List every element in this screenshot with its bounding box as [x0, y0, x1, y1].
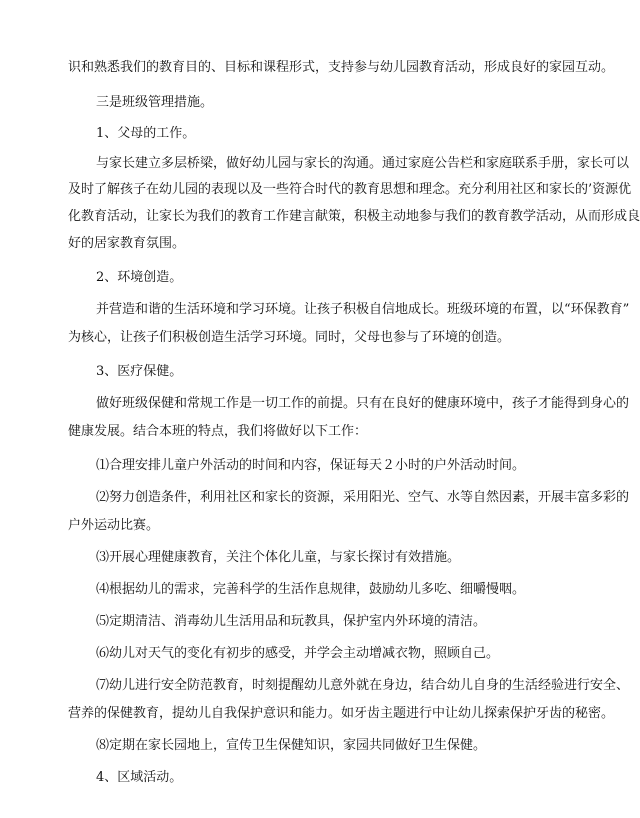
list-item: ⑺幼儿进行安全防范教育，时刻提醒幼儿意外就在身边，结合幼儿自身的生活经验进行安全、: [96, 678, 630, 693]
list-item: ⑻定期在家长园地上，宣传卫生保健知识，家园共同做好卫生保健。: [96, 738, 487, 753]
list-item: ⑶开展心理健康教育，关注个体化儿童，与家长探讨有效措施。: [96, 550, 461, 565]
text-line: 户外运动比赛。: [68, 518, 160, 533]
list-item: ⑴合理安排儿童户外活动的时间和内容，保证每天２小时的户外活动时间。: [96, 458, 526, 473]
subsection-heading: 2、环境创造。: [96, 270, 183, 285]
list-item: ⑹幼儿对天气的变化有初步的感受，并学会主动增减衣物，照顾自己。: [96, 646, 500, 661]
text-line: 做好班级保健和常规工作是一切工作的前提。只有在良好的健康环境中，孩子才能得到身心的: [96, 396, 630, 411]
text-line: 化教育活动，让家长为我们的教育工作建言献策，积极主动地参与我们的教育教学活动，从而形成良: [68, 209, 640, 224]
text-line: 营养的保健教育，提幼儿自我保护意识和能力。如牙齿主题进行中让幼儿探索保护牙齿的秘密。: [68, 706, 615, 721]
section-heading: 三是班级管理措施。: [96, 95, 214, 110]
text-line: 好的居家教育氛围。: [68, 236, 186, 251]
text-line: 健康发展。结合本班的特点，我们将做好以下工作：: [68, 424, 368, 439]
subsection-heading: 1、父母的工作。: [96, 126, 196, 141]
list-item: ⑵努力创造条件，利用社区和家长的资源，采用阳光、空气、水等自然因素，开展丰富多彩的: [96, 490, 630, 505]
text-line: 识和熟悉我们的教育目的、目标和课程形式，支持参与幼儿园教育活动，形成良好的家园互动。: [68, 60, 615, 75]
subsection-heading: 4、区域活动。: [96, 770, 183, 785]
list-item: ⑸定期清洁、消毒幼儿生活用品和玩教具，保护室内外环境的清洁。: [96, 614, 487, 629]
subsection-heading: 3、医疗保健。: [96, 364, 183, 379]
list-item: ⑷根据幼儿的需求，完善科学的生活作息规律，鼓励幼儿多吃、细嚼慢咽。: [96, 582, 526, 597]
text-line: 及时了解孩子在幼儿园的表现以及一些符合时代的教育思想和理念。充分利用社区和家长的’资源优: [68, 182, 632, 197]
text-line: 为核心，让孩子们积极创造生活学习环境。同时，父母也参与了环境的创造。: [68, 330, 511, 345]
text-line: 并营造和谐的生活环境和学习环境。让孩子积极自信地成长。班级环境的布置，以“环保教育”: [96, 302, 630, 317]
text-line: 与家长建立多层桥梁，做好幼儿园与家长的沟通。通过家庭公告栏和家庭联系手册，家长可以: [96, 156, 630, 171]
